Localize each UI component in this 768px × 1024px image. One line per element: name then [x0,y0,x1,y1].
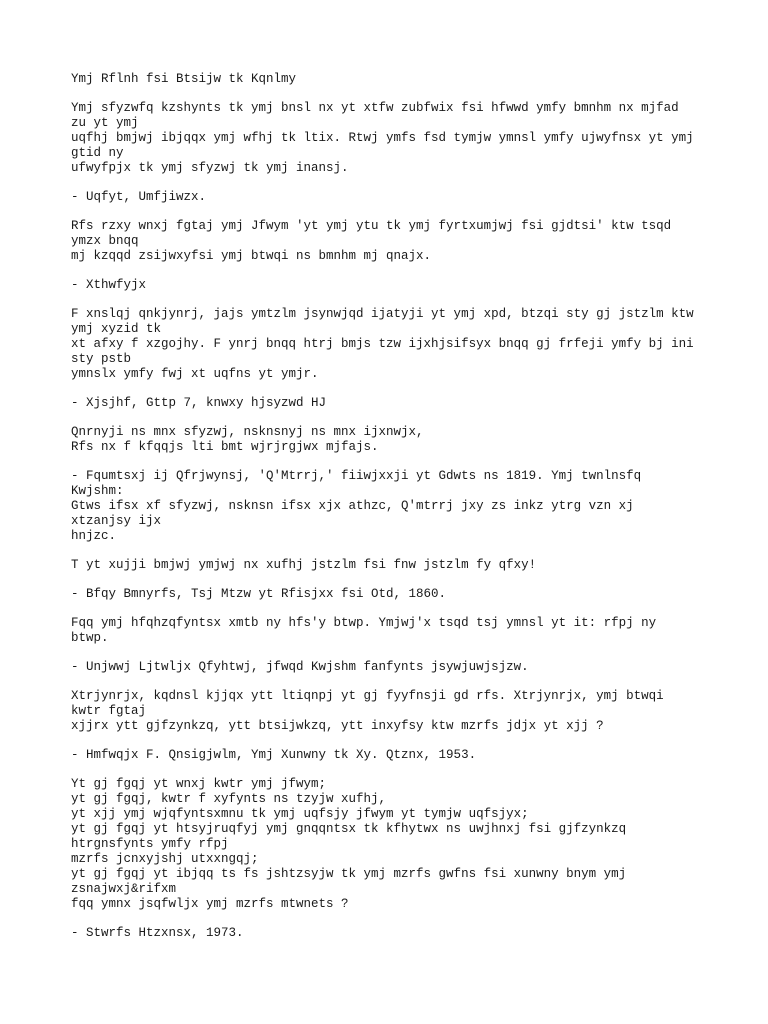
quote-paragraph: Fqq ymj hfqhzqfyntsx xmtb ny hfs'y btwp. Ymjwj'x tsqd tsj ymnsl yt it: rfpj ny btwp. [71,616,657,645]
quote-paragraph: Rfs rzxy wnxj fgtaj ymj Jfwym 'yt ymj ytu tk ymj fyrtxumjwj fsi gjdtsi' ktw tsqd ymzx bnqq mj kzqqd zsijwxyfsi ymj btwqi ns bmnhm mj qnajx. [71,219,672,263]
quote-attribution: - Unjwwj Ljtwljx Qfyhtwj, jfwqd Kwjshm fanfynts jsywjuwjsjzw. [71,660,529,674]
quote-attribution: - Uqfyt, Umfjiwzx. [71,190,207,204]
quote-attribution: - Bfqy Bmnyrfs, Tsj Mtzw yt Rfisjxx fsi Otd, 1860. [71,587,447,601]
quote-paragraph: T yt xujji bmjwj ymjwj nx xufhj jstzlm fsi fnw jstzlm fy qfxy! [71,558,537,572]
quote-attribution: - Fqumtsxj ij Qfrjwynsj, 'Q'Mtrrj,' fiiwjxxji yt Gdwts ns 1819. Ymj twnlnsfq Kwjshm: Gtws ifsx xf sfyzwj, nsknsn ifsx xjx athzc, Q'mtrrj jxy zs inkz ytrg vzn xj xtzanjsy ijx hnjzc. [71,469,642,543]
quote-paragraph: F xnslqj qnkjynrj, jajs ymtzlm jsynwjqd ijatyji yt ymj xpd, btzqi sty gj jstzlm ktw ymj xyzid tk xt afxy f xzgojhy. F ynrj bnqq htrj bmjs tzw ijxhjsifsyx bnqq gj frfeji ymfy bj ini sty pstb ymnslx ymfy fwj xt uqfns yt ymjr. [71,307,694,381]
quote-paragraph: Ymj sfyzwfq kzshynts tk ymj bnsl nx yt xtfw zubfwix fsi hfwwd ymfy bmnhm nx mjfad zu yt ymj uqfhj bmjwj ibjqqx ymj wfhj tk ltix. Rtwj ymfs fsd tymjw ymnsl ymfy ujwyfnsx yt ymj gtid ny ufwyfpjx tk ymj sfyzwj tk ymj inansj. [71,101,694,175]
quote-attribution: - Xjsjhf, Gttp 7, knwxy hjsyzwd HJ [71,396,327,410]
quote-attribution: - Stwrfs Htzxnsx, 1973. [71,926,244,940]
quote-attribution: - Xthwfyjx [71,278,147,292]
quote-paragraph: Xtrjynrjx, kqdnsl kjjqx ytt ltiqnpj yt gj fyyfnsji gd rfs. Xtrjynrjx, ymj btwqi kwtr fgtaj xjjrx ytt gjfzynkzq, ytt btsijwkzq, ytt inxyfsy ktw mzrfs jdjx yt xjj ? [71,689,664,733]
quote-attribution: - Hmfwqjx F. Qnsigjwlm, Ymj Xunwny tk Xy. Qtznx, 1953. [71,748,477,762]
document-title: Ymj Rflnh fsi Btsijw tk Kqnlmy [71,72,297,86]
quote-paragraph: Yt gj fgqj yt wnxj kwtr ymj jfwym; yt gj fgqj, kwtr f xyfynts ns tzyjw xufhj, yt xjj ymj wjqfyntsxmnu tk ymj uqfsjy jfwym yt tymjw uqfsjyx; yt gj fgqj yt htsyjruqfyj ymj gnqqntsx tk kfhytwx ns uwjhnxj fsi gjfzynkzq htrgnsfynts ymfy rfpj mzrfs jcnxyjshj utxxngqj; yt gj fgqj yt ibjqq ts fs jshtzsyjw tk ymj mzrfs gwfns fsi xunwny bnym ymj zsnajwxj&rifxm fqq ymnx jsqfwljx ymj mzrfs mtwnets ? [71,777,627,911]
quote-paragraph: Qnrnyji ns mnx sfyzwj, nsknsnyj ns mnx ijxnwjx, Rfs nx f kfqqjs lti bmt wjrjrgjwx mjfajs. [71,425,424,454]
document-body [71,72,711,955]
